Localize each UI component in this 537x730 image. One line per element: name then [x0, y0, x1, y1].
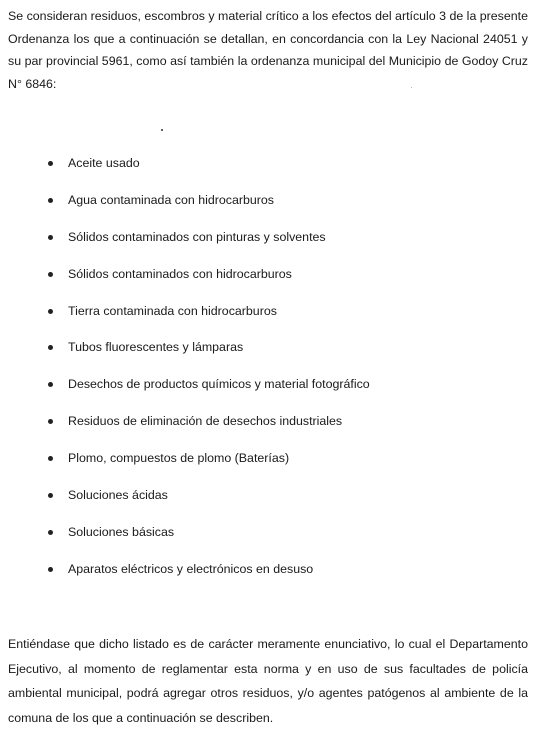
list-item-label: Sólidos contaminados con hidrocarburos	[68, 266, 292, 281]
intro-paragraph: Se consideran residuos, escombros y material crítico a los efectos del artículo 3 de la presente Ordenanza los que a continuación se detallan, en concordancia con la Ley Nacional 24051 y su par provincial 5961, como así también la ordenanza municipal del Municipio de Godoy Cruz N° 6846:	[8, 9, 528, 91]
list-item	[0, 152, 537, 189]
bullet-icon	[48, 161, 53, 166]
scan-speck	[411, 87, 412, 88]
list-item-label: Plomo, compuestos de plomo (Baterías)	[68, 451, 290, 466]
bullet-icon	[48, 493, 53, 498]
bullet-icon	[48, 272, 53, 277]
list-item	[0, 484, 537, 521]
bullet-icon	[48, 198, 53, 203]
list-item	[0, 373, 537, 410]
scan-speck	[161, 129, 163, 131]
residue-list	[0, 152, 537, 595]
list-item	[0, 189, 537, 226]
list-item	[0, 263, 537, 300]
list-item	[0, 521, 537, 558]
bullet-icon	[48, 309, 53, 314]
bullet-icon	[48, 419, 53, 424]
list-item-label: Sólidos contaminados con pinturas y solventes	[68, 229, 326, 244]
list-item-label: Residuos de eliminación de desechos industriales	[68, 414, 343, 429]
list-item-label: Tubos fluorescentes y lámparas	[68, 340, 244, 355]
bullet-icon	[48, 456, 53, 461]
list-item-label: Tierra contaminada con hidrocarburos	[68, 303, 277, 318]
list-item	[0, 447, 537, 484]
bullet-icon	[48, 382, 53, 387]
list-item-label: Desechos de productos químicos y material fotográfico	[68, 377, 370, 392]
list-item	[0, 410, 537, 447]
list-item-label: Aceite usado	[68, 156, 140, 170]
list-item	[0, 558, 537, 595]
list-item-label: Aparatos eléctricos y electrónicos en desuso	[68, 561, 314, 576]
list-item-label: Soluciones ácidas	[68, 488, 168, 503]
list-item	[0, 336, 537, 373]
list-item-label: Soluciones básicas	[68, 524, 175, 539]
bullet-icon	[48, 530, 53, 535]
bullet-icon	[48, 235, 53, 240]
bullet-icon	[48, 567, 53, 572]
list-item	[0, 226, 537, 263]
list-item-label: Agua contaminada con hidrocarburos	[68, 192, 274, 207]
closing-paragraph: Entiéndase que dicho listado es de carácter meramente enunciativo, lo cual el Departamento Ejecutivo, al momento de reglamentar esta norma y en uso de sus facultades de policía ambiental municipal, podrá agregar otros residuos, y/o agentes patógenos al ambiente de la comuna de los que a continuación se describen.	[8, 637, 528, 725]
list-item	[0, 300, 537, 337]
bullet-icon	[48, 345, 53, 350]
